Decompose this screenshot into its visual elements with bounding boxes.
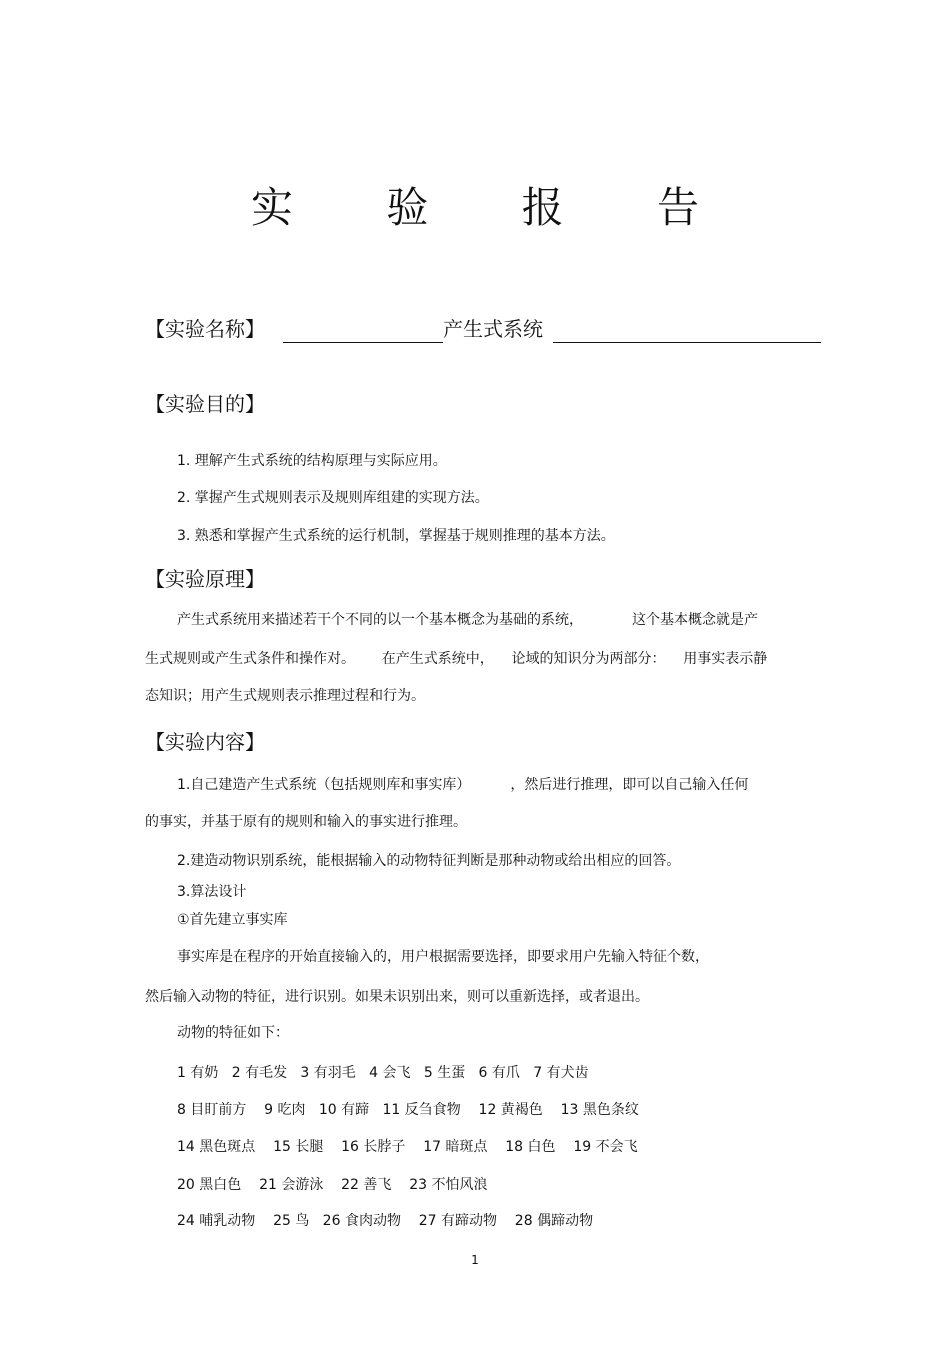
experiment-name-value: 产生式系统 (443, 317, 543, 341)
blank-line-left (283, 320, 443, 343)
principle-line: 态知识；用产生式规则表示推理过程和行为。 (145, 688, 425, 704)
page-number: 1 (471, 1253, 479, 1267)
blank-line-right (553, 320, 821, 343)
purpose-item: 2. 掌握产生式规则表示及规则库组建的实现方法。 (177, 490, 489, 506)
purpose-heading: 【实验目的】 (145, 392, 265, 416)
principle-line: 生式规则或产生式条件和操作对。 在产生式系统中， 论域的知识分为两部分： 用事实表示静 (145, 651, 768, 667)
content-line: 2.建造动物识别系统，能根据输入的动物特征判断是那种动物或给出相应的回答。 (177, 853, 681, 869)
page-title: 实 验 报 告 (250, 183, 740, 232)
content-line: 的事实，并基于原有的规则和输入的事实进行推理。 (145, 814, 467, 830)
content-line: 1.自己建造产生式系统（包括规则库和事实库） ，然后进行推理，即可以自己输入任何 (177, 777, 749, 793)
purpose-item: 3. 熟悉和掌握产生式系统的运行机制，掌握基于规则推理的基本方法。 (177, 528, 615, 544)
experiment-name-row (145, 315, 821, 343)
content-line: ①首先建立事实库 (177, 912, 288, 928)
feature-line: 24 哺乳动物 25 鸟 26 食肉动物 27 有蹄动物 28 偶蹄动物 (177, 1213, 594, 1229)
purpose-item: 1. 理解产生式系统的结构原理与实际应用。 (177, 453, 447, 469)
content-line: 事实库是在程序的开始直接输入的，用户根据需要选择，即要求用户先输入特征个数， (177, 949, 709, 965)
feature-line: 8 目盯前方 9 吃肉 10 有蹄 11 反刍食物 12 黄褐色 13 黑色条纹 (177, 1102, 639, 1118)
feature-line: 14 黑色斑点 15 长腿 16 长脖子 17 暗斑点 18 白色 19 不会飞 (177, 1139, 638, 1155)
principle-heading: 【实验原理】 (145, 567, 265, 591)
feature-line: 1 有奶 2 有毛发 3 有羽毛 4 会飞 5 生蛋 6 有爪 7 有犬齿 (177, 1065, 589, 1081)
feature-line: 20 黑白色 21 会游泳 22 善飞 23 不怕风浪 (177, 1177, 488, 1193)
content-line: 动物的特征如下： (177, 1025, 289, 1041)
content-line: 然后输入动物的特征，进行识别。如果未识别出来，则可以重新选择，或者退出。 (145, 989, 649, 1005)
content-heading: 【实验内容】 (145, 730, 265, 754)
content-line: 3.算法设计 (177, 884, 247, 900)
experiment-name-label: 【实验名称】 (145, 317, 265, 341)
principle-line: 产生式系统用来描述若干个不同的以一个基本概念为基础的系统， 这个基本概念就是产 (177, 612, 758, 628)
